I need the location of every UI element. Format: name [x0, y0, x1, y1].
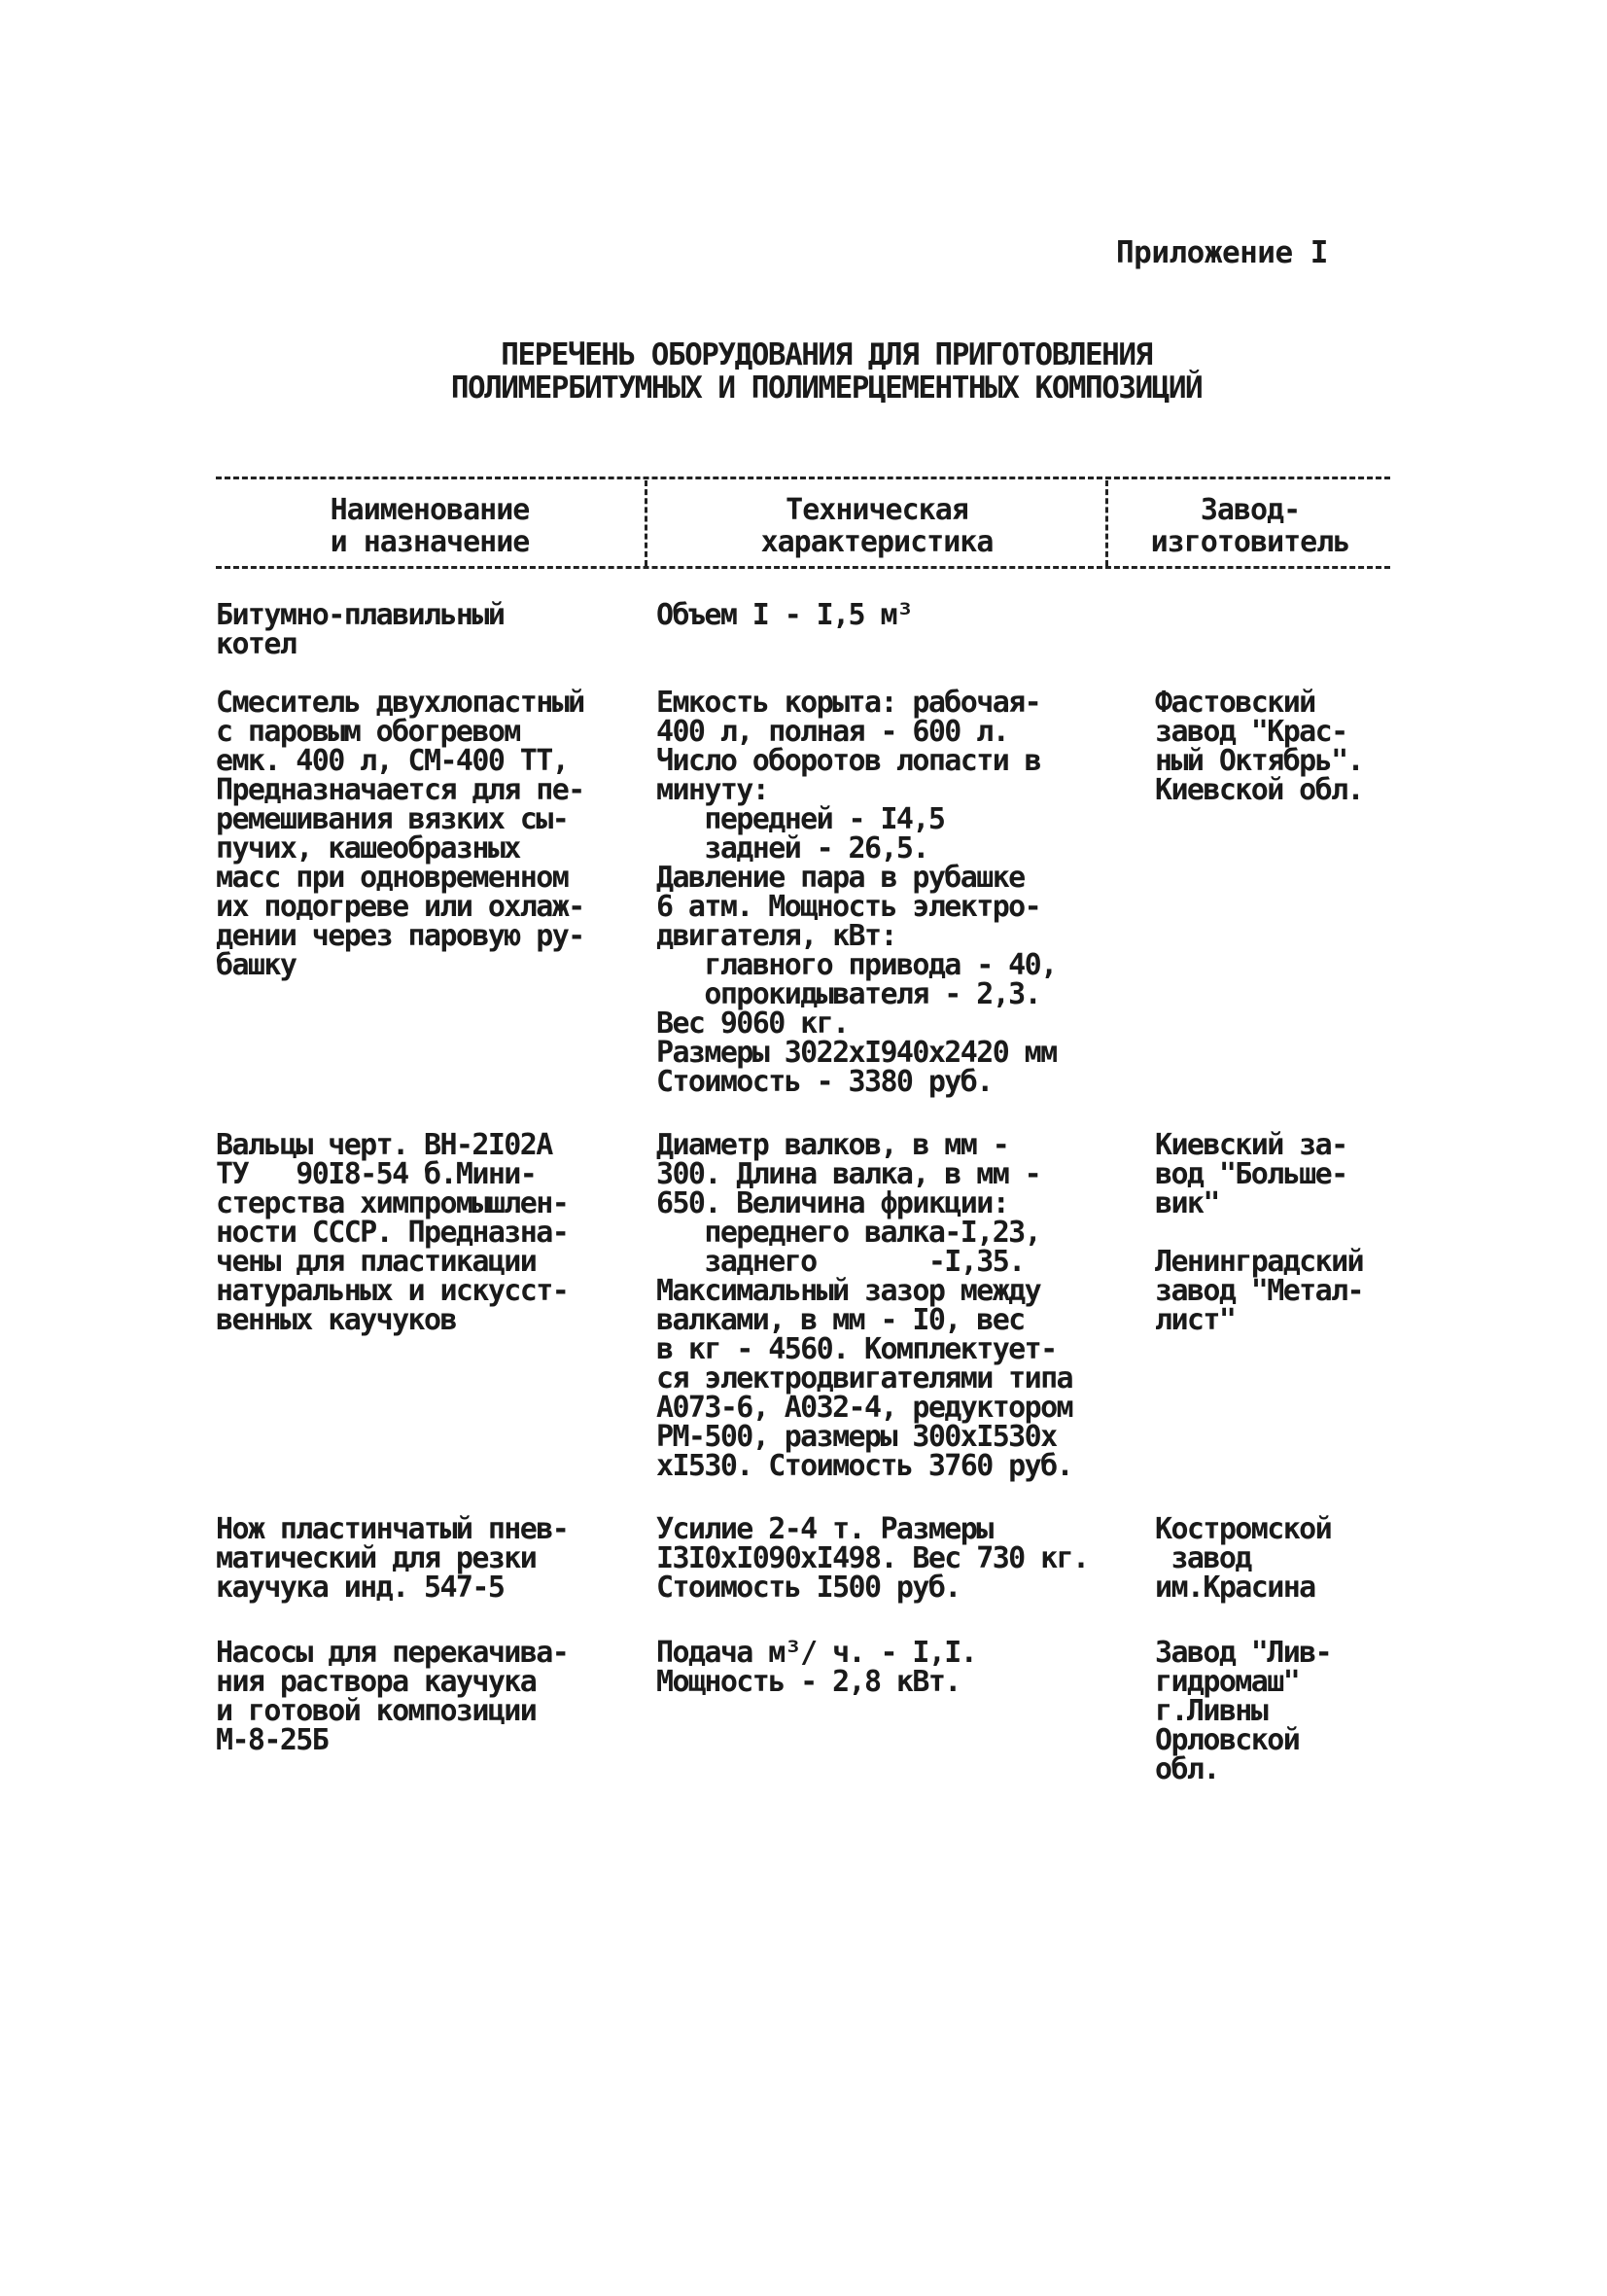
text-line: ния раствора каучука	[216, 1665, 537, 1699]
cell-maker	[1155, 686, 1408, 807]
text-line: завод	[1155, 1541, 1251, 1575]
text-line: Объем I - I,5 м³	[656, 598, 913, 632]
title-line-2: ПОЛИМЕРБИТУМНЫХ И ПОЛИМЕРЦЕМЕНТНЫХ КОМПОЗИЦИЙ	[450, 371, 1203, 406]
text-line: Завод "Лив-	[1155, 1636, 1332, 1670]
header-spec-line-1: Техническая	[786, 493, 968, 527]
header-name-line-1: Наименование	[330, 493, 530, 527]
text-line: пучих, кашеобразных	[216, 831, 520, 865]
cell-name	[216, 1636, 644, 1757]
text-line: ный Октябрь".	[1155, 744, 1363, 778]
text-line: лист"	[1155, 1303, 1236, 1337]
text-line: Максимальный зазор между	[656, 1274, 1041, 1308]
text-line: им.Красина	[1155, 1571, 1315, 1605]
text-line: двигателя, кВт:	[656, 919, 896, 953]
text-line: Стоимость I500 руб.	[656, 1571, 961, 1605]
text-line: 400 л, полная - 600 л.	[656, 715, 1009, 749]
text-line: Мощность - 2,8 кВт.	[656, 1665, 961, 1699]
text-line: Костромской	[1155, 1512, 1332, 1546]
text-line: переднего валка-I,23,	[656, 1216, 1041, 1250]
text-line: дении через паровую ру-	[216, 919, 584, 953]
text-line: вик"	[1155, 1186, 1219, 1220]
text-line: Орловской	[1155, 1723, 1300, 1757]
text-line: 650. Величина фрикции:	[656, 1186, 1009, 1220]
text-line: с паровым обогревом	[216, 715, 520, 749]
text-line: матический для резки	[216, 1541, 537, 1575]
text-line: стерства химпромышлен-	[216, 1186, 569, 1220]
text-line: Емкость корыта: рабочая-	[656, 686, 1041, 720]
text-line: Подача м³/ ч. - I,I.	[656, 1636, 977, 1670]
table-header-rule	[216, 566, 1390, 569]
text-line: Вес 9060 кг.	[656, 1007, 849, 1041]
cell-name	[216, 598, 644, 661]
text-line: ТУ 90I8-54 б.Мини-	[216, 1157, 537, 1191]
title-line-1: ПЕРЕЧЕНЬ ОБОРУДОВАНИЯ ДЛЯ ПРИГОТОВЛЕНИЯ	[501, 337, 1152, 372]
text-line: завод "Крас-	[1155, 715, 1347, 749]
header-maker-line-2: изготовитель	[1150, 525, 1350, 559]
cell-maker	[1155, 1512, 1408, 1605]
text-line: Диаметр валков, в мм -	[656, 1128, 1009, 1162]
text-line: М-8-25Б	[216, 1723, 329, 1757]
table-top-rule	[216, 477, 1390, 479]
cell-spec	[656, 1512, 1142, 1605]
text-line: Фастовский	[1155, 686, 1315, 720]
text-line: минуту:	[656, 773, 769, 807]
text-line: масс при одновременном	[216, 861, 569, 895]
cell-name	[216, 1128, 644, 1337]
text-line: А073-6, А032-4, редуктором	[656, 1391, 1072, 1425]
cell-spec	[656, 1128, 1142, 1483]
text-line: гидромаш"	[1155, 1665, 1300, 1699]
text-line: чены для пластикации	[216, 1245, 537, 1279]
text-line: Киевской обл.	[1155, 773, 1363, 807]
text-line: главного привода - 40,	[656, 948, 1057, 982]
text-line: заднего -I,35.	[656, 1245, 1025, 1279]
header-divider-1	[645, 480, 647, 566]
text-line: 6 атм. Мощность электро-	[656, 890, 1041, 924]
text-line: Размеры 3022хI940х2420 мм	[656, 1036, 1057, 1070]
text-line: обл.	[1155, 1752, 1219, 1786]
text-line: в кг - 4560. Комплектует-	[656, 1332, 1057, 1366]
header-maker-line-1: Завод-	[1200, 493, 1301, 527]
text-line: завод "Метал-	[1155, 1274, 1363, 1308]
text-line: емк. 400 л, СМ-400 ТТ,	[216, 744, 569, 778]
header-spec-line-2: характеристика	[760, 525, 994, 559]
cell-maker	[1155, 1128, 1408, 1337]
text-line: Давление пара в рубашке	[656, 861, 1025, 895]
text-line: Вальцы черт. ВН-2I02А	[216, 1128, 552, 1162]
text-line: ся электродвигателями типа	[656, 1361, 1072, 1395]
text-line: Число оборотов лопасти в	[656, 744, 1041, 778]
cell-spec	[656, 686, 1142, 1099]
header-spec	[649, 494, 1104, 558]
cell-spec	[656, 598, 1142, 632]
header-divider-2	[1105, 480, 1108, 566]
text-line: каучука инд. 547-5	[216, 1571, 505, 1605]
cell-maker	[1155, 1636, 1408, 1786]
text-line: I3I0хI090хI498. Вес 730 кг.	[656, 1541, 1089, 1575]
text-line: башку	[216, 948, 297, 982]
text-line: ности СССР. Предназна-	[216, 1216, 569, 1250]
text-line: Насосы для перекачива-	[216, 1636, 569, 1670]
text-line: венных каучуков	[216, 1303, 456, 1337]
text-line: котел	[216, 627, 297, 661]
text-line: их подогреве или охлаж-	[216, 890, 584, 924]
cell-name	[216, 1512, 644, 1605]
text-line: г.Ливны	[1155, 1694, 1268, 1728]
header-maker	[1110, 494, 1390, 558]
cell-name	[216, 686, 644, 982]
text-line: Ленинградский	[1155, 1245, 1363, 1279]
text-line: ремешивания вязких сы-	[216, 802, 569, 836]
text-line: Стоимость - 3380 руб.	[656, 1065, 993, 1099]
text-line: задней - 26,5.	[656, 831, 928, 865]
text-line: передней - I4,5	[656, 802, 945, 836]
text-line: Нож пластинчатый пнев-	[216, 1512, 569, 1546]
spacer	[1155, 1219, 1408, 1248]
text-line: Усилие 2-4 т. Размеры	[656, 1512, 993, 1546]
text-line: натуральных и искусст-	[216, 1274, 569, 1308]
document-title	[340, 338, 1312, 405]
appendix-label: Приложение I	[1116, 235, 1328, 270]
text-line: опрокидывателя - 2,3.	[656, 977, 1041, 1011]
text-line: Предназначается для пе-	[216, 773, 584, 807]
text-line: 300. Длина валка, в мм -	[656, 1157, 1041, 1191]
text-line: хI530. Стоимость 3760 руб.	[656, 1449, 1072, 1483]
header-name	[216, 494, 644, 558]
text-line: вод "Больше-	[1155, 1157, 1347, 1191]
text-line: Киевский за-	[1155, 1128, 1347, 1162]
text-line: Смеситель двухлопастный	[216, 686, 584, 720]
text-line: и готовой композиции	[216, 1694, 537, 1728]
cell-spec	[656, 1636, 1142, 1699]
text-line: валками, в мм - I0, вес	[656, 1303, 1025, 1337]
text-line: РМ-500, размеры 300хI530х	[656, 1420, 1057, 1454]
header-name-line-2: и назначение	[330, 525, 530, 559]
text-line: Битумно-плавильный	[216, 598, 505, 632]
